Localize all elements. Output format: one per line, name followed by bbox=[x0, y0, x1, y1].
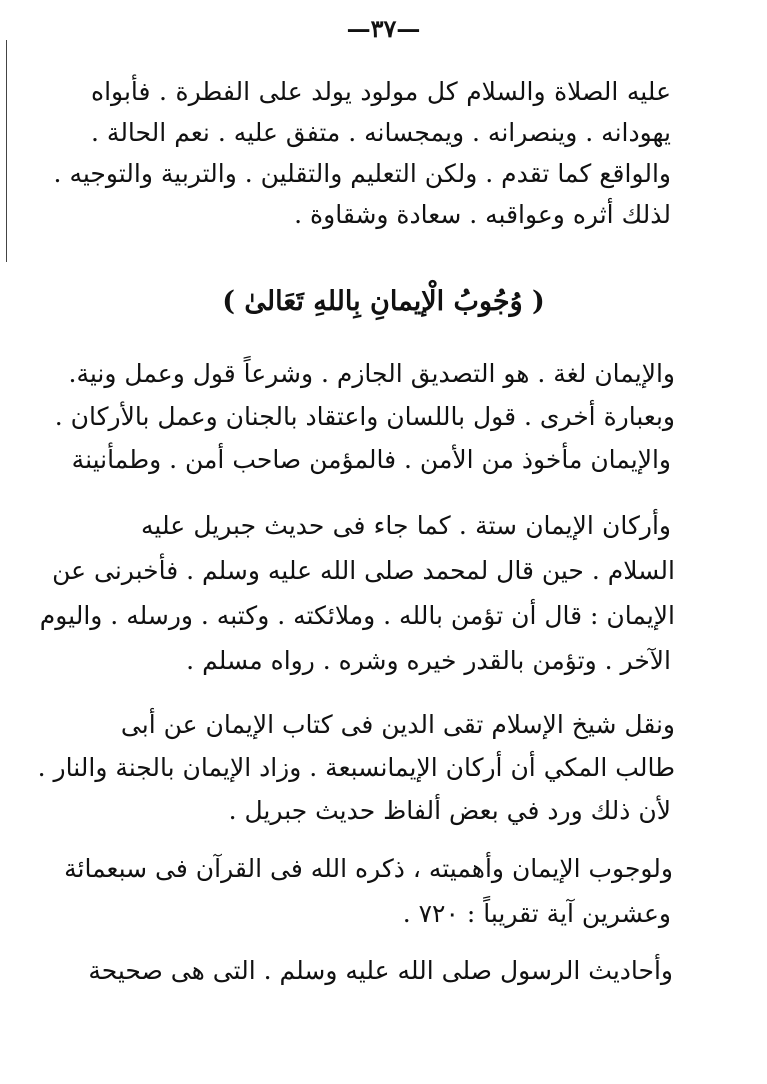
paragraph-5-line-1: وأحاديث الرسول صلى الله عليه وسلم . التى هى صحيحة bbox=[88, 956, 673, 985]
paragraph-4-line-1: ولوجوب الإيمان وأهميته ، ذكره الله فى القرآن فى سبعمائة bbox=[64, 854, 673, 883]
paragraph-2-line-2: السلام . حين قال لمحمد صلى الله عليه وسلم . فأخبرنى عن bbox=[52, 556, 675, 585]
intro-line-2: يهودانه . وينصرانه . ويمجسانه . متفق عليه . نعم الحالة . bbox=[91, 118, 671, 147]
paragraph-1-line-1: والإيمان لغة . هو التصديق الجازم . وشرعاً قول وعمل ونية. bbox=[68, 359, 675, 388]
intro-line-1: عليه الصلاة والسلام كل مولود يولد على الفطرة . فأبواه bbox=[91, 77, 671, 106]
paragraph-3-line-3: لأن ذلك ورد في بعض ألفاظ حديث جبريل . bbox=[228, 796, 671, 825]
paragraph-3-line-1: ونقل شيخ الإسلام تقى الدين فى كتاب الإيمان عن أبى bbox=[120, 710, 675, 739]
paragraph-4-line-2: وعشرين آية تقريباً : ٧٢٠ . bbox=[402, 899, 671, 928]
paragraph-2-line-1: وأركان الإيمان ستة . كما جاء فى حديث جبريل عليه bbox=[141, 511, 671, 540]
paragraph-3-line-2: طالب المكي أن أركان الإيمانسبعة . وزاد الإيمان بالجنة والنار . bbox=[37, 753, 675, 782]
paragraph-1-line-2: وبعبارة أخرى . قول باللسان واعتقاد بالجنان وعمل بالأركان . bbox=[54, 402, 675, 431]
paragraph-2-line-4: الآخر . وتؤمن بالقدر خيره وشره . رواه مسلم . bbox=[186, 646, 671, 675]
intro-line-3: والواقع كما تقدم . ولكن التعليم والتقلين . والتربية والتوجيه . bbox=[53, 159, 671, 188]
page-number: —٣٧— bbox=[346, 14, 421, 43]
paragraph-1-line-3: والإيمان مأخوذ من الأمن . فالمؤمن صاحب أمن . وطمأنينة bbox=[71, 445, 671, 474]
section-heading: ( وُجُوبُ الْإيمانِ بِاللهِ تَعَالىٰ ) bbox=[222, 286, 545, 317]
paragraph-2-line-3: الإيمان : قال أن تؤمن بالله . وملائكته . وكتبه . ورسله . واليوم bbox=[39, 601, 675, 630]
scan-edge-rule bbox=[6, 40, 7, 262]
intro-line-4: لذلك أثره وعواقبه . سعادة وشقاوة . bbox=[294, 200, 671, 229]
